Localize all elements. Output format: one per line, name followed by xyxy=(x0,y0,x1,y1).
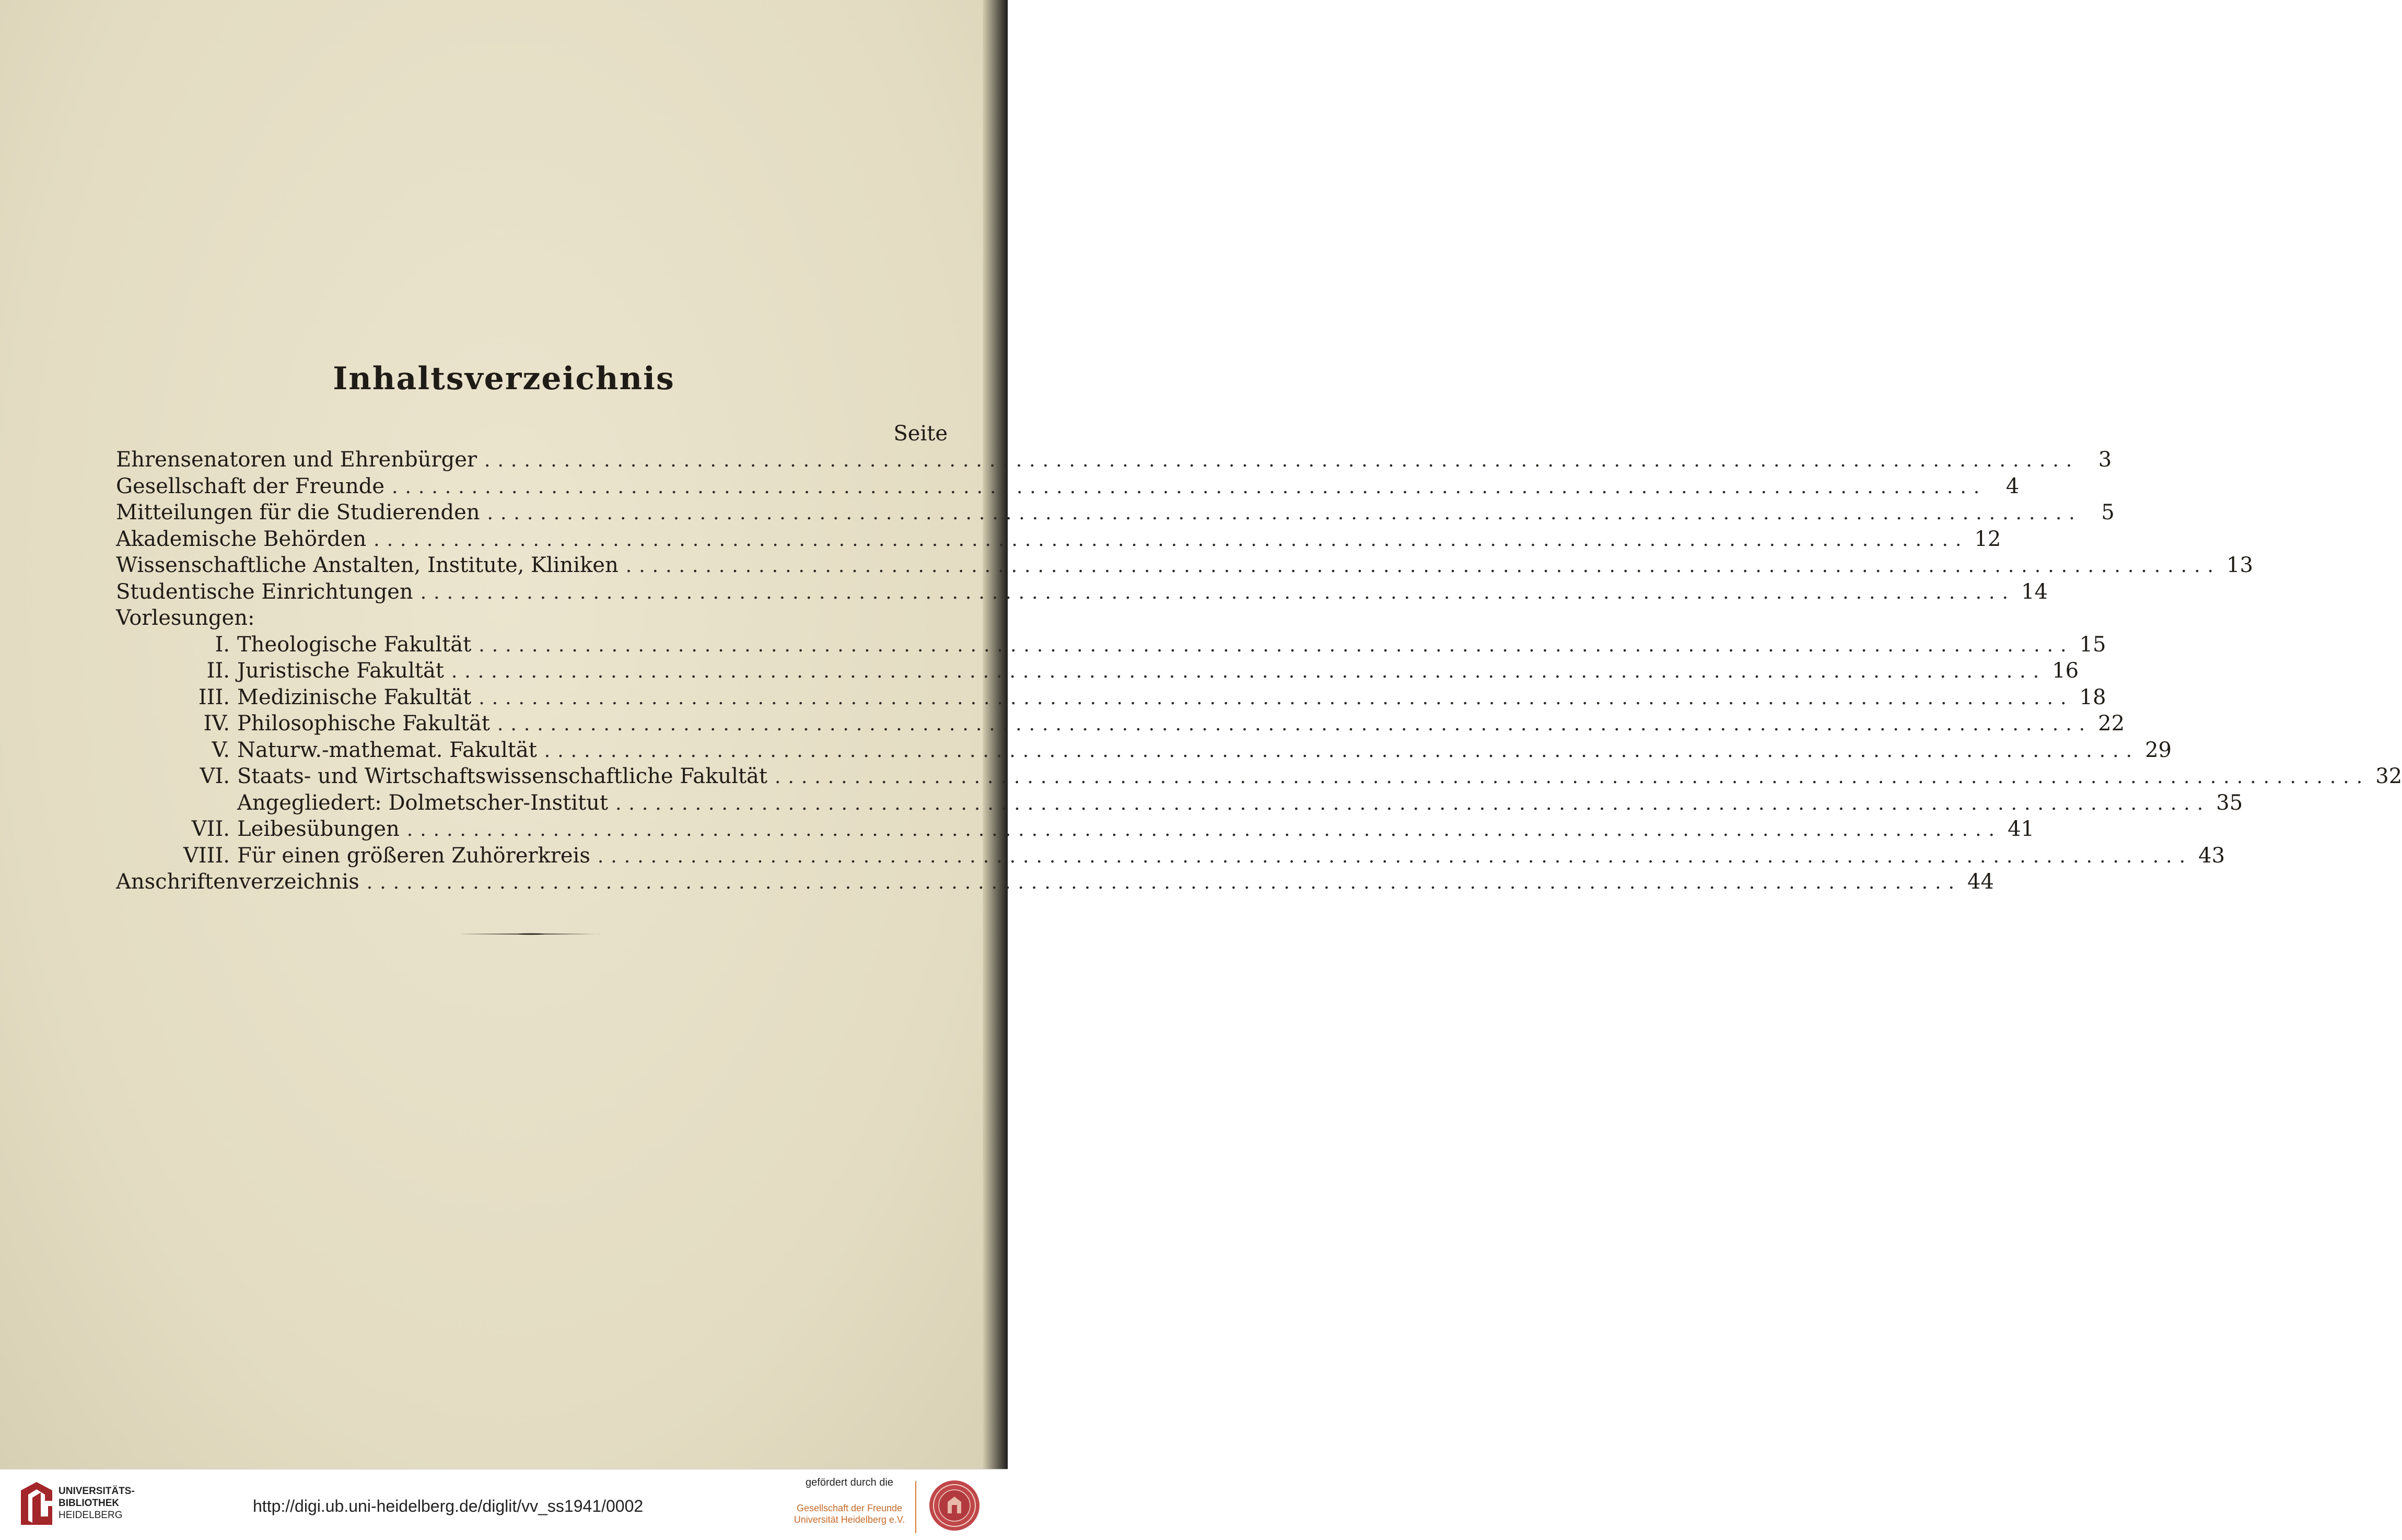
toc-entries xyxy=(116,447,2402,895)
toc-page-number: 44 xyxy=(1967,870,1994,894)
roman-numeral: VI. xyxy=(200,764,230,788)
dot-leader: ........................................................................................................................ xyxy=(597,845,2193,867)
toc-page-number: 35 xyxy=(2216,790,2243,815)
toc-entry-label: Leibesübungen xyxy=(237,817,400,841)
toc-entry[interactable] xyxy=(116,579,2048,605)
toc-entry-label: Gesellschaft der Freunde xyxy=(116,474,385,498)
library-name: UNIVERSITÄTS- BIBLIOTHEK HEIDELBERG xyxy=(59,1486,135,1521)
toc-entry[interactable] xyxy=(116,816,2034,843)
toc-entry-label: Philosophische Fakultät xyxy=(237,711,490,736)
toc-page-number: 41 xyxy=(2008,817,2034,841)
toc-page-number: 15 xyxy=(2079,632,2106,657)
dot-leader: ........................................................................................................................ xyxy=(774,766,2370,788)
toc-page-number: 5 xyxy=(2101,500,2115,524)
toc-entry[interactable] xyxy=(116,605,948,632)
roman-numeral: IV. xyxy=(203,711,230,736)
dot-leader: ........................................................................................................................ xyxy=(625,555,2221,577)
toc-entry[interactable] xyxy=(116,632,2106,658)
toc-page-number: 3 xyxy=(2098,448,2112,472)
society-name: Gesellschaft der Freunde Universität Heidelberg e.V. xyxy=(794,1503,905,1525)
toc-entry[interactable] xyxy=(116,447,2112,473)
page-column-label: Seite xyxy=(893,422,948,446)
document-url-link[interactable]: http://digi.ub.uni-heidelberg.de/diglit/vv_ss1941/0002 xyxy=(253,1497,644,1515)
dot-leader: ........................................................................................................................ xyxy=(479,634,2074,656)
decorative-rule xyxy=(460,933,602,935)
toc-entry[interactable] xyxy=(116,843,2225,869)
toc-entry[interactable] xyxy=(116,473,2020,500)
toc-entry[interactable] xyxy=(116,737,2172,764)
table-of-contents xyxy=(116,421,2402,895)
roman-numeral: III. xyxy=(198,685,230,709)
toc-entry-label: Naturw.-mathemat. Fakultät xyxy=(237,738,537,762)
dot-leader: ........................................................................................................................ xyxy=(615,792,2211,814)
toc-entry-label: Vorlesungen: xyxy=(116,606,255,630)
roman-numeral: VII. xyxy=(191,817,230,841)
toc-page-number: 16 xyxy=(2052,659,2079,683)
toc-entry[interactable] xyxy=(116,763,2402,790)
toc-entry[interactable] xyxy=(116,658,2079,684)
dot-leader: ........................................................................................................................ xyxy=(406,819,2002,841)
toc-page-number: 12 xyxy=(1974,527,2001,551)
toc-entry-label: Ehrensenatoren und Ehrenbürger xyxy=(116,448,477,472)
toc-entry[interactable] xyxy=(116,869,1994,895)
toc-page-number: 22 xyxy=(2098,711,2125,736)
library-logo-icon xyxy=(16,1480,57,1527)
toc-entry[interactable] xyxy=(116,710,2125,737)
toc-page-number: 14 xyxy=(2021,579,2048,604)
dot-leader: ........................................................................................................................ xyxy=(497,714,2093,735)
toc-entry-label: Für einen größeren Zuhörerkreis xyxy=(237,843,590,868)
toc-entry[interactable] xyxy=(116,526,2001,553)
toc-entry-label: Akademische Behörden xyxy=(116,527,367,551)
dot-leader: ........................................................................................................................ xyxy=(544,740,2139,762)
toc-title: Inhaltsverzeichnis xyxy=(333,360,675,397)
toc-page-number: 43 xyxy=(2198,843,2225,868)
sponsor-block xyxy=(782,1477,917,1525)
toc-entry-label: Mitteilungen für die Studierenden xyxy=(116,500,480,524)
toc-entry[interactable] xyxy=(116,684,2106,711)
toc-entry-label: Angegliedert: Dolmetscher-Institut xyxy=(237,790,608,815)
toc-entry-label: Staats- und Wirtschaftswissenschaftliche Fakultät xyxy=(237,764,767,788)
toc-page-number: 29 xyxy=(2145,738,2172,762)
toc-entry-label: Juristische Fakultät xyxy=(237,659,444,683)
toc-page-number: 18 xyxy=(2079,685,2106,709)
toc-entry[interactable] xyxy=(116,552,2253,579)
university-seal-icon xyxy=(928,1479,981,1532)
toc-page-number: 13 xyxy=(2226,553,2253,577)
roman-numeral: I. xyxy=(215,632,230,657)
roman-numeral: VIII. xyxy=(183,843,230,868)
toc-page-number: 32 xyxy=(2375,764,2402,788)
dot-leader: ........................................................................................................................ xyxy=(374,529,1969,551)
dot-leader: ........................................................................................................................ xyxy=(487,503,2082,524)
dot-leader: ........................................................................................................................ xyxy=(420,581,2015,603)
toc-entry-label: Anschriftenverzeichnis xyxy=(116,870,359,894)
roman-numeral: V. xyxy=(212,738,230,762)
dot-leader: ........................................................................................................................ xyxy=(392,476,1987,498)
dot-leader: ........................................................................................................................ xyxy=(479,687,2074,709)
footer-divider xyxy=(915,1481,916,1533)
dot-leader: ........................................................................................................................ xyxy=(366,872,1962,893)
toc-entry[interactable] xyxy=(116,499,2115,526)
digitization-footer xyxy=(0,1469,1008,1540)
funded-by-text: gefördert durch die xyxy=(806,1477,893,1488)
dot-leader: ........................................................................................................................ xyxy=(451,661,2047,682)
toc-entry-label: Wissenschaftliche Anstalten, Institute, Kliniken xyxy=(116,553,619,577)
toc-entry-label: Theologische Fakultät xyxy=(237,632,472,657)
toc-entry-label: Medizinische Fakultät xyxy=(237,685,472,709)
toc-entry-label: Studentische Einrichtungen xyxy=(116,579,413,604)
roman-numeral: II. xyxy=(206,659,230,683)
dot-leader: ........................................................................................................................ xyxy=(484,450,2080,471)
toc-page-number: 4 xyxy=(2005,474,2020,498)
toc-entry[interactable] xyxy=(116,790,2243,816)
